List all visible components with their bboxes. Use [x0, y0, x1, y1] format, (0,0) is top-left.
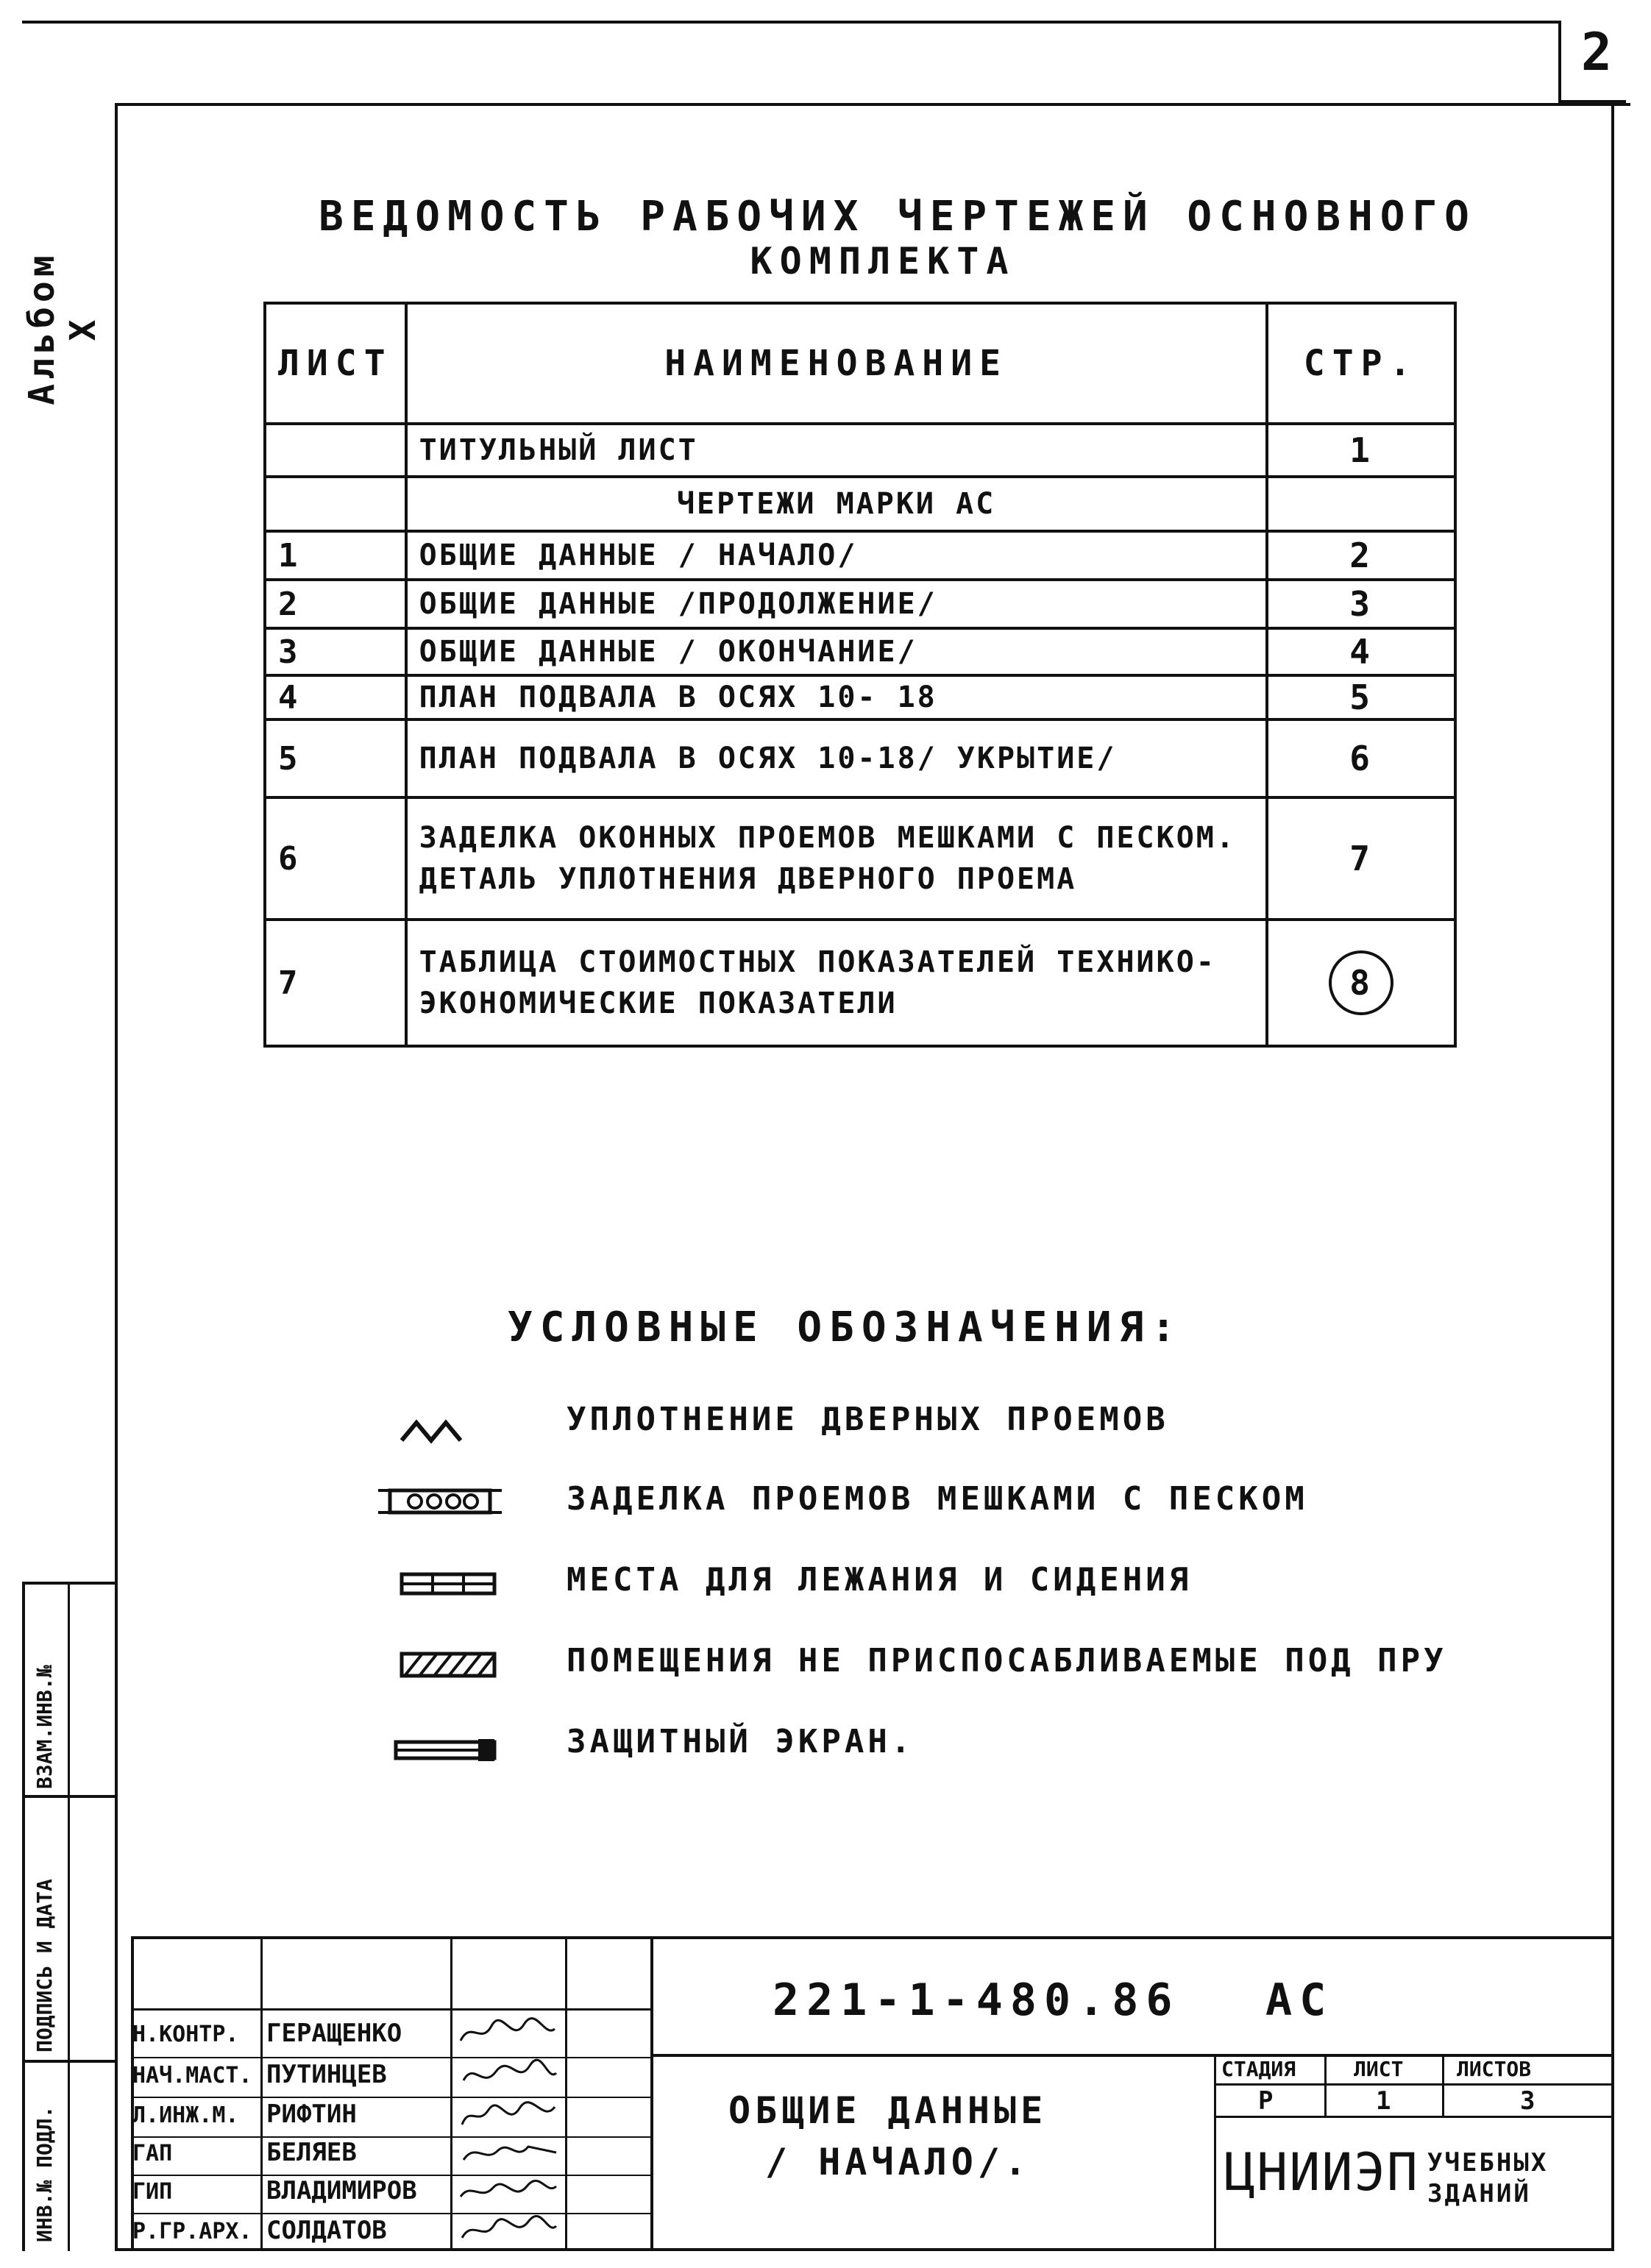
document-mark: АС: [1265, 1974, 1334, 2026]
frame-top-line: [115, 103, 1630, 106]
signature-scribble: [456, 2175, 559, 2208]
table-header-row: [265, 303, 1455, 424]
title-block-top-line: [131, 1936, 1614, 1939]
table-row: [265, 797, 1455, 920]
title-block-col-role: [260, 1936, 263, 2251]
document-code: 221-1-480.86: [773, 1974, 1180, 2026]
row-name: ПЛАН ПОДВАЛА В ОСЯХ 10-18/ УКРЫТИЕ/: [406, 719, 1267, 797]
side-strip-left-line: [22, 1582, 25, 2251]
protective-screen-icon: [390, 1733, 508, 1766]
signatory-separator: [131, 2097, 650, 2098]
header-sheet: ЛИСТ: [265, 303, 406, 424]
row-name: ПЛАН ПОДВАЛА В ОСЯХ 10- 18: [406, 675, 1267, 719]
organization-sub1: УЧЕБНЫХ: [1427, 2148, 1549, 2178]
table-row: [265, 675, 1455, 719]
row-name: ОБЩИЕ ДАННЫЕ / НАЧАЛО/: [406, 531, 1267, 580]
frame-right-line: [1611, 103, 1614, 2251]
row-sheet: 4: [265, 675, 406, 719]
organization-name: ЦНИИЭП: [1224, 2142, 1419, 2203]
sheet-description-line1: ОБЩИЕ ДАННЫЕ: [728, 2089, 1048, 2132]
stage-value: Р: [1258, 2086, 1274, 2116]
title-line2: КОМПЛЕКТА: [750, 240, 1016, 282]
signature-scribble: [456, 2213, 559, 2247]
row-sheet: 2: [265, 580, 406, 628]
row-page-cell: [1267, 920, 1455, 1046]
stage-header-bottom: [1214, 2083, 1614, 2086]
title-block-row-line: [131, 2008, 650, 2011]
legend-title: УСЛОВНЫЕ ОБОЗНАЧЕНИЯ:: [508, 1304, 1184, 1351]
row-sheet: 3: [265, 628, 406, 675]
row-name: ТАБЛИЦА СТОИМОСТНЫХ ПОКАЗАТЕЛЕЙ ТЕХНИКО-ЭКОНОМИЧЕСКИЕ ПОКАЗАТЕЛИ: [406, 920, 1267, 1046]
row-sheet: 5: [265, 719, 406, 797]
row-sheet: [265, 477, 406, 531]
title-block-col-sign: [565, 1936, 567, 2251]
row-name: ЧЕРТЕЖИ МАРКИ АС: [406, 477, 1267, 531]
signatory-name: РИФТИН: [266, 2100, 357, 2129]
table-row: [265, 920, 1455, 1046]
signatory-role: НАЧ.МАСТ.: [132, 2063, 252, 2089]
side-strip-divider: [68, 1582, 70, 2251]
row-name: ОБЩИЕ ДАННЫЕ / ОКОНЧАНИЕ/: [406, 628, 1267, 675]
row-page: [1267, 477, 1455, 531]
hatched-room-icon: [397, 1649, 500, 1682]
signatory-name: ВЛАДИМИРОВ: [266, 2176, 417, 2205]
stage-col2: [1442, 2054, 1444, 2116]
signatory-separator: [131, 2057, 650, 2058]
drawings-table: [263, 302, 1457, 1048]
sheets-value: 3: [1520, 2086, 1535, 2116]
row-name: ТИТУЛЬНЫЙ ЛИСТ: [406, 424, 1267, 477]
table-row: [265, 531, 1455, 580]
signatory-name: БЕЛЯЕВ: [266, 2138, 357, 2167]
album-label: Альбом X: [21, 251, 104, 405]
stage-header: СТАДИЯ: [1221, 2057, 1296, 2081]
legend-item-sandbag: ЗАДЕЛКА ПРОЕМОВ МЕШКАМИ С ПЕСКОМ: [567, 1480, 1308, 1518]
side-strip-top-line: [22, 1582, 118, 1585]
signature-scribble: [456, 2058, 559, 2092]
signatory-role: Р.ГР.АРХ.: [132, 2219, 252, 2244]
sandbag-fill-icon: [375, 1485, 508, 1521]
sheet-description-line2: / НАЧАЛО/.: [765, 2141, 1032, 2183]
row-sheet: 7: [265, 920, 406, 1046]
row-page: 3: [1267, 580, 1455, 628]
row-name: ЗАДЕЛКА ОКОННЫХ ПРОЕМОВ МЕШКАМИ С ПЕСКОМ. ДЕТАЛЬ УПЛОТНЕНИЯ ДВЕРНОГО ПРОЕМА: [406, 797, 1267, 920]
signatory-role: ГИП: [132, 2179, 173, 2205]
row-sheet: 6: [265, 797, 406, 920]
title-block-col-main: [650, 1936, 653, 2251]
bench-place-icon: [397, 1570, 500, 1599]
title-line1: ВЕДОМОСТЬ РАБОЧИХ ЧЕРТЕЖЕЙ ОСНОВНОГО: [319, 193, 1477, 241]
side-label-replaced-inv: ВЗАМ.ИНВ.№: [32, 1665, 57, 1789]
table-row: [265, 628, 1455, 675]
row-page: 1: [1267, 424, 1455, 477]
signature-scribble: [456, 2136, 559, 2170]
signatory-name: СОЛДАТОВ: [266, 2216, 387, 2245]
row-name: ОБЩИЕ ДАННЫЕ /ПРОДОЛЖЕНИЕ/: [406, 580, 1267, 628]
signatory-separator: [131, 2213, 650, 2214]
top-border-line: [22, 21, 1560, 24]
side-label-inv-podl: ИНВ.№ ПОДЛ.: [32, 2105, 57, 2242]
sheet-value: 1: [1376, 2086, 1391, 2116]
table-row: [265, 719, 1455, 797]
row-page: 4: [1267, 628, 1455, 675]
door-seal-icon: [397, 1412, 486, 1449]
row-sheet: [265, 424, 406, 477]
legend-item-unadapted-rooms: ПОМЕЩЕНИЯ НЕ ПРИСПОСАБЛИВАЕМЫЕ ПОД ПРУ: [567, 1642, 1447, 1679]
signatory-separator: [131, 2136, 650, 2138]
side-strip-sep1: [22, 1795, 118, 1798]
circled-page-number: 8: [1329, 950, 1393, 1015]
side-label-signature-date: ПОДПИСЬ И ДАТА: [32, 1878, 57, 2052]
sheet-header: ЛИСТ: [1354, 2057, 1404, 2081]
signatory-role: Н.КОНТР.: [132, 2022, 239, 2047]
sheet-number: 2: [1580, 22, 1613, 82]
signatory-name: ГЕРАЩЕНКО: [266, 2019, 402, 2048]
sheets-header: ЛИСТОВ: [1457, 2057, 1532, 2081]
signatory-role: ГАП: [132, 2141, 173, 2166]
signature-scribble: [456, 2098, 559, 2132]
stage-col1: [1324, 2054, 1327, 2116]
header-name: НАИМЕНОВАНИЕ: [406, 303, 1267, 424]
row-page: 6: [1267, 719, 1455, 797]
table-row: [265, 580, 1455, 628]
title-block-col-name: [450, 1936, 452, 2251]
frame-left-line: [115, 103, 118, 2251]
stage-values-bottom: [1214, 2116, 1614, 2118]
row-sheet: 1: [265, 531, 406, 580]
organization-sub2: ЗДАНИЙ: [1427, 2179, 1531, 2208]
legend-item-door-seal: УПЛОТНЕНИЕ ДВЕРНЫХ ПРОЕМОВ: [567, 1401, 1169, 1438]
row-page: 7: [1267, 797, 1455, 920]
signature-scribble: [456, 2016, 559, 2050]
table-row: [265, 477, 1455, 531]
row-page: 2: [1267, 531, 1455, 580]
signatory-role: Л.ИНЖ.М.: [132, 2102, 239, 2128]
legend-item-bench-places: МЕСТА ДЛЯ ЛЕЖАНИЯ И СИДЕНИЯ: [567, 1561, 1193, 1599]
side-strip-sep2: [22, 2060, 118, 2063]
signatory-name: ПУТИНЦЕВ: [266, 2060, 387, 2089]
table-row: [265, 424, 1455, 477]
header-page: СТР.: [1267, 303, 1455, 424]
row-page: 5: [1267, 675, 1455, 719]
frame-bottom-line: [115, 2248, 1614, 2251]
legend-item-protective-screen: ЗАЩИТНЫЙ ЭКРАН.: [567, 1723, 915, 1760]
